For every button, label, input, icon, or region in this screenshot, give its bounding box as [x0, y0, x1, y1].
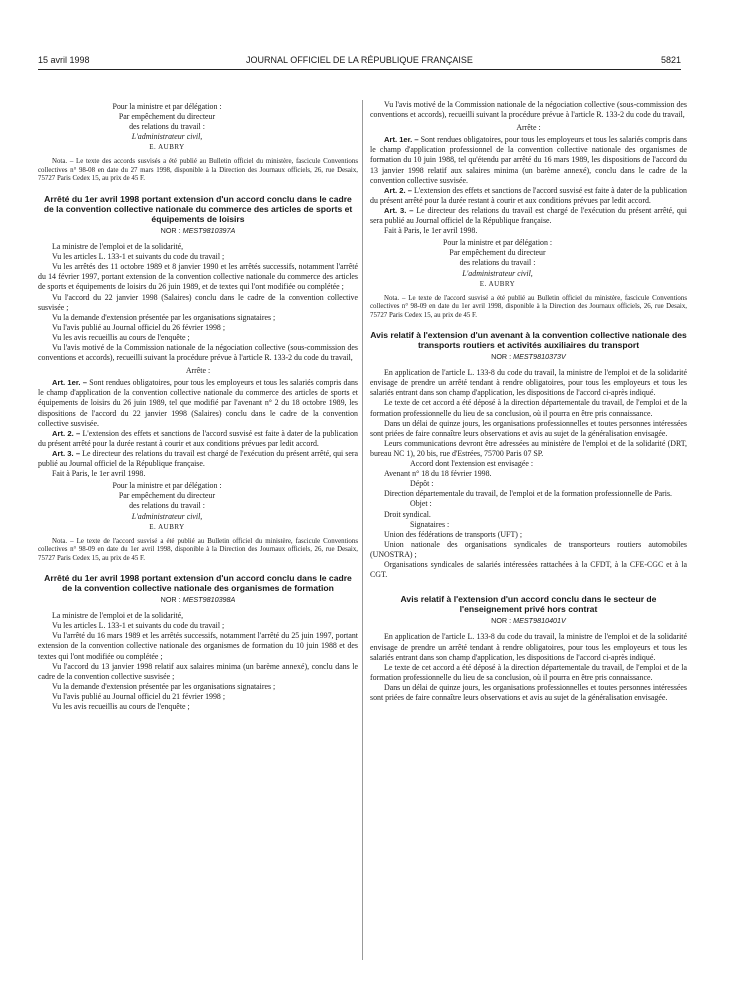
paragraph: Vu l'arrêté du 16 mars 1989 et les arrêtés successifs, notamment l'arrêté du 25 juin 1997, portant extension de la convention collective nationale des organismes de formation du 10 juin 1988 et des textes qui l'ont modifiée ou complétée ; [38, 631, 358, 661]
article-text: Le directeur des relations du travail est chargé de l'exécution du présent arrêté, qui sera publié au Journal officiel de la République française. [38, 448, 358, 469]
signature-name: E. AUBRY [149, 522, 185, 531]
nota-note: Nota. – Le texte de l'accord susvisé a été publié au Bulletin officiel du ministère, fascicule Conventions collectives n° 98-09 en date du 1er avril 1998, disponible à la Direction des Journaux officiels, 26, rue Desaix, 75727 Paris Cedex 15, au prix de 45 F. [370, 294, 687, 319]
arrete-title: Arrêté du 1er avril 1998 portant extension d'un accord conclu dans le cadre de la convention collective nationale des organismes de formation [44, 572, 352, 593]
signature-line: Par empêchement du directeur [118, 491, 216, 501]
paragraph: Vu les arrêtés des 11 octobre 1989 et 8 janvier 1990 et les arrêtés successifs, notamment l'arrêté du 14 février 1997, portant extension de la convention collective nationale du commerce des articles de sports et équipements de loisirs du 26 juin 1989, et de textes qui l'ont modifiée ou complétée ; [38, 262, 358, 292]
article-text: Sont rendues obligatoires, pour tous les employeurs et tous les salariés compris dans le champ d'application de la convention collective nationale du commerce des articles de sports et équipements de loisirs du 26 juin 1989, tel que modifié par l'avenant n° 2 du 18 octobre 1989, les dispositions de l'accord du 22 janvier 1998 (Salaires) conclu dans le cadre de la convention collective susvisée. [38, 378, 358, 428]
article-label: Art. 2. – [384, 185, 412, 195]
paragraph: Vu l'avis publié au Journal officiel du 26 février 1998 ; [52, 322, 226, 332]
paragraph: Vu l'accord du 22 janvier 1998 (Salaires) conclu dans le cadre de la convention collective susvisée ; [38, 292, 358, 312]
paragraph: Direction départementale du travail, de l'emploi et de la formation professionnelle de Paris. [384, 489, 673, 499]
paragraph: Vu les avis recueillis au cours de l'enquête ; [52, 702, 190, 712]
paragraph: Vu les articles L. 133-1 et suivants du code du travail ; [52, 252, 225, 262]
signature-name: E. AUBRY [479, 279, 516, 288]
nota-note: Nota. – Le texte de l'accord susvisé a été publié au Bulletin officiel du ministère, fascicule Conventions collectives n° 98-09 en date du 1er avril 1998, disponible à la Direction des Journaux officiels, 26, rue Desaix, 75727 Paris Cedex 15, au prix de 45 F. [38, 537, 358, 562]
paragraph: Objet : [410, 499, 432, 509]
paragraph: Dépôt : [410, 479, 434, 489]
signature-title: L'administrateur civil, [131, 511, 203, 521]
article-label: Art. 1er. – [384, 135, 419, 145]
paragraph: Vu la demande d'extension présentée par les organisations signataires ; [52, 681, 276, 691]
signature-line: des relations du travail : [459, 258, 536, 268]
article-text: L'extension des effets et sanctions de l'accord susvisé est faite à dater de la publication du présent arrêté pour la durée restant à courir et aux conditions prévues par ledit accord. [38, 428, 359, 448]
article-label: Art. 2. – [52, 428, 81, 438]
paragraph: Vu l'avis publié au Journal officiel du 21 février 1998 ; [52, 691, 226, 701]
signature-line: Pour la ministre et par délégation : [112, 102, 222, 111]
nor-label: NOR : [491, 352, 512, 362]
paragraph: Leurs communications devront être adressées au ministère de l'emploi et de la solidarité (DRT, bureau NC 1), 20 bis, rue d'Estrées, 75700 Paris 07 SP. [370, 438, 687, 458]
signature-name: E. AUBRY [149, 143, 185, 152]
arrete-title: Arrêté du 1er avril 1998 portant extension d'un accord conclu dans le cadre de la convention collective nationale du commerce des articles de sports et équipements de loisirs [43, 193, 353, 224]
header-rule [38, 69, 681, 70]
nor-value: MEST9810373V [513, 352, 566, 362]
signature-line: Pour la ministre et par délégation : [112, 481, 222, 491]
article-text: Sont rendues obligatoires, pour tous les employeurs et tous les salariés compris dans le champ d'application professionnel de la convention collective nationale des organismes de formation du 10 juin 1988, tel qu'étendu par arrêté du 16 mars 1989, les dispositions de l'accord du 13 janvier 1998 relatif aux salaires minima (un barème annexé), conclu dans le cadre de la convention collective susvisée. [370, 135, 687, 185]
article [38, 378, 358, 428]
article-label: Art. 3. – [384, 205, 414, 215]
paragraph: Signataires : [410, 519, 450, 529]
paragraph: Avenant n° 18 du 18 février 1998. [384, 469, 492, 479]
nor-value: MESТ9810397A [182, 225, 236, 235]
paragraph: Vu les avis recueillis au cours de l'enquête ; [52, 332, 190, 342]
nor-reference [370, 352, 687, 362]
article [370, 186, 687, 206]
signature-line: des relations du travail : [129, 501, 205, 511]
signature-line: Par empêchement du directeur [449, 248, 546, 258]
signature-block [38, 102, 358, 152]
article [370, 206, 687, 226]
header-page-number: 5821 [660, 55, 681, 65]
nota-note: Nota. – Le texte des accords susvisés a été publié au Bulletin officiel du ministère, fascicule Conventions collectives n° 98-08 en date du 27 mars 1998, disponible à la Direction des Journaux officiels, 26, rue Desaix, 75727 Paris Cedex 15, au prix de 45 F. [38, 158, 358, 183]
fait-line: Fait à Paris, le 1er avril 1998. [52, 469, 146, 479]
nor-reference [370, 616, 687, 626]
paragraph: Droit syndical. [384, 509, 431, 519]
header-journal-title: JOURNAL OFFICIEL DE LA RÉPUBLIQUE FRANÇAISE [246, 55, 473, 65]
arrete-heading: Arrête : [185, 366, 211, 376]
paragraph: Vu la demande d'extension présentée par les organisations signataires ; [52, 312, 276, 322]
paragraph: Vu l'avis motivé de la Commission nationale de la négociation collective (sous-commission des conventions et accords), recueilli suivant la procédure prévue à l'article R. 133-2 du code du travail, [38, 343, 358, 363]
paragraph: Vu l'avis motivé de la Commission nationale de la négociation collective (sous-commission des conventions et accords), recueilli suivant la procédure prévue à l'article R. 133-2 du code du travail, [370, 100, 687, 120]
signature-line: Par empêchement du directeur [118, 112, 216, 122]
article [370, 135, 687, 185]
article-label: Art. 1er. – [52, 378, 88, 388]
article-text: L'extension des effets et sanctions de l'accord susvisé est faite à dater de la publication du présent arrêté pour la durée restant à courir et aux conditions prévues par ledit accord. [370, 185, 688, 205]
article [38, 449, 358, 469]
paragraph: Le texte de cet accord a été déposé à la direction départementale du travail, de l'emploi et de la formation professionnelle du lieu de sa conclusion, où il pourra en être pris connaissance. [370, 662, 687, 682]
fait-line: Fait à Paris, le 1er avril 1998. [384, 226, 478, 236]
arrete-heading: Arrête : [516, 123, 541, 133]
paragraph: Union des fédérations de transports (UFT) ; [384, 529, 523, 539]
paragraph: Accord dont l'extension est envisagée : [410, 459, 534, 469]
paragraph: Vu les articles L. 133-1 et suivants du code du travail ; [52, 621, 225, 631]
paragraph: Dans un délai de quinze jours, les organisations professionnelles et toutes personnes intéressées sont priées de faire connaître leurs observations et avis au sujet de la généralisation envisagée. [370, 682, 687, 702]
nor-value: MEST9810401V [513, 616, 566, 626]
left-column [38, 100, 358, 712]
paragraph: Dans un délai de quinze jours, les organisations professionnelles et toutes personnes intéressées sont priées de faire connaître leurs observations et avis au sujet de la généralisation envisagée. [370, 418, 687, 438]
nor-label: NOR : [160, 595, 181, 605]
article [38, 429, 358, 449]
paragraph: La ministre de l'emploi et de la solidarité, [52, 242, 184, 252]
nor-value: MESТ9810398A [182, 595, 236, 605]
paragraph: Le texte de cet accord a été déposé à la direction départementale du travail, de l'emploi et de la formation professionnelle du lieu de sa conclusion, où il pourra en être pris connaissance. [370, 398, 687, 418]
signature-title: L'administrateur civil, [462, 268, 533, 278]
avis-title: Avis relatif à l'extension d'un accord conclu dans le secteur de l'enseignement privé hors contrat [400, 594, 657, 615]
avis-title: Avis relatif à l'extension d'un avenant à la convention collective nationale des transports routiers et activités auxiliaires du transport [370, 329, 687, 350]
article-label: Art. 3. – [52, 448, 81, 458]
nor-label: NOR : [160, 225, 181, 235]
paragraph: Organisations syndicales de salariés intéressées rattachées à la CFDT, à la CFE-CGC et à la CGT. [370, 559, 687, 580]
nor-reference [38, 595, 358, 605]
paragraph: Vu l'accord du 13 janvier 1998 relatif aux salaires minima (un barème annexé), conclu dans le cadre de la convention collective susvisée ; [38, 661, 358, 681]
paragraph: Union nationale des organisations syndicales de transporteurs routiers automobiles (UNOSTRA) ; [370, 539, 687, 559]
signature-block [38, 481, 358, 531]
header-date: 15 avril 1998 [38, 55, 90, 65]
signature-block [370, 238, 687, 288]
paragraph: En application de l'article L. 133-8 du code du travail, la ministre de l'emploi et de la solidarité envisage de prendre un arrêté tendant à rendre obligatoires, pour tous les employeurs et tous les salariés entrant dans son champ d'application, les dispositions de l'accord ci-après indiqué. [370, 368, 687, 398]
signature-title: L'administrateur civil, [131, 132, 203, 142]
nor-reference [38, 226, 358, 236]
paragraph: En application de l'article L. 133-8 du code du travail, la ministre de l'emploi et de la solidarité envisage de prendre un arrêté tendant à rendre obligatoires, pour tous les employeurs et tous les salariés entrant dans son champ d'application, les dispositions de l'accord ci-après indiqué. [370, 632, 687, 662]
page-header [38, 55, 681, 69]
column-divider [362, 100, 363, 960]
right-column [370, 100, 687, 703]
article-text: Le directeur des relations du travail est chargé de l'exécution du présent arrêté, qui sera publié au Journal officiel de la République française. [370, 205, 687, 226]
paragraph: La ministre de l'emploi et de la solidarité, [52, 611, 184, 621]
signature-line: Pour la ministre et par délégation : [442, 238, 553, 248]
signature-line: des relations du travail : [129, 122, 205, 132]
nor-label: NOR : [491, 616, 512, 626]
